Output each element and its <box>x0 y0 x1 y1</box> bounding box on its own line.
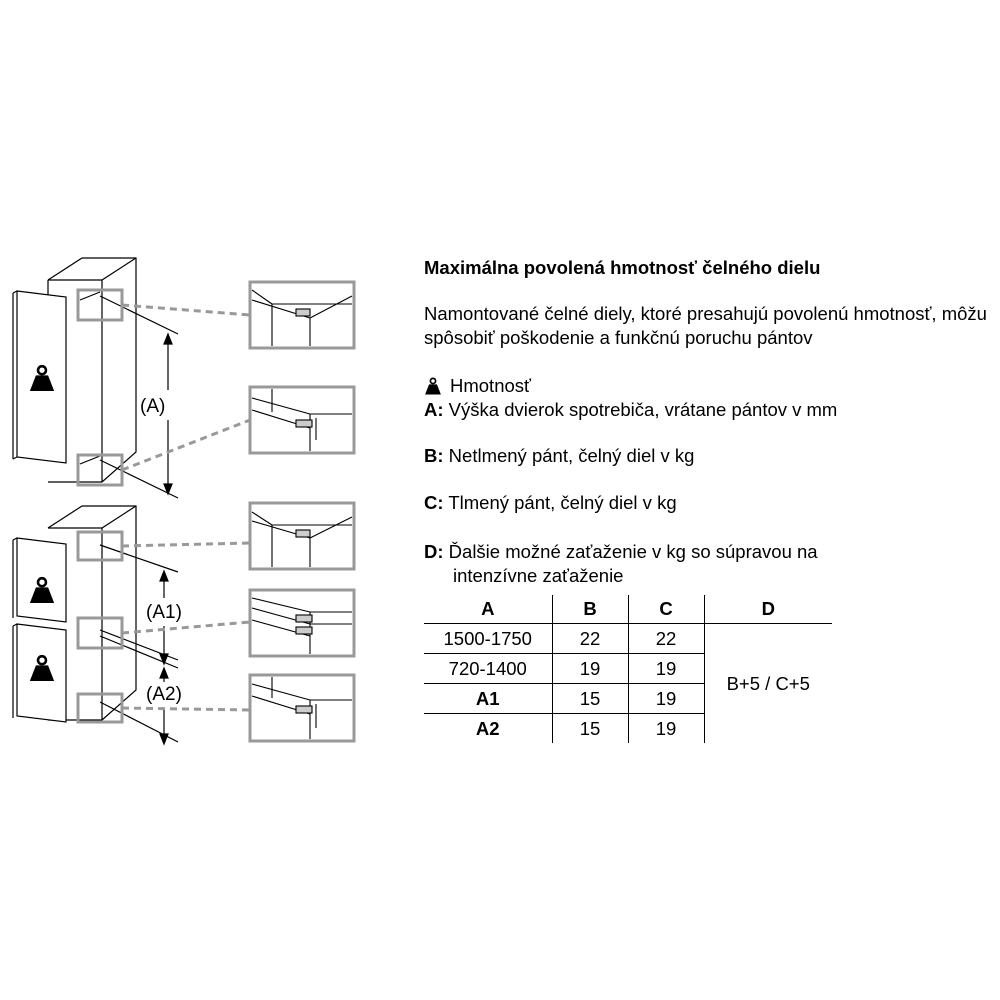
legend-c-text: Tlmený pánt, čelný diel v kg <box>443 492 677 513</box>
cell-b: 15 <box>552 684 628 714</box>
legend-c-key: C: <box>424 492 444 513</box>
hinge-detail-1 <box>252 290 352 346</box>
legend-a <box>424 398 837 422</box>
header-c: C <box>628 595 704 624</box>
legend-d <box>424 540 818 587</box>
legend-b-key: B: <box>424 445 444 466</box>
weight-table <box>424 595 832 743</box>
table-header-row <box>424 595 832 624</box>
header-b: B <box>552 595 628 624</box>
warning-paragraph: Namontované čelné diely, ktoré presahujú povolenú hmotnosť, môžu spôsobiť poškodenie a funkčnú poruchu pántov <box>424 303 987 348</box>
legend-b-text: Netlmený pánt, čelný diel v kg <box>443 445 695 466</box>
header-a: A <box>481 598 495 619</box>
cell-c: 22 <box>628 624 704 654</box>
legend-c <box>424 491 677 515</box>
hinge-detail-2 <box>252 389 352 451</box>
bottom-appliance <box>13 506 178 742</box>
header-d: D <box>704 595 832 624</box>
weight-icon <box>424 377 442 395</box>
cell-a: A1 <box>475 687 500 709</box>
dimension-a-label: (A) <box>140 396 166 417</box>
legend-weight <box>424 374 531 398</box>
cell-b: 19 <box>552 654 628 684</box>
cell-b: 15 <box>552 714 628 744</box>
legend-d-text-cont: intenzívne zaťaženie <box>453 564 624 586</box>
legend-a-key: A: <box>424 399 444 420</box>
dimension-a2-arrow <box>160 668 168 744</box>
legend-d-key: D: <box>424 541 444 562</box>
cell-a: A2 <box>475 717 500 739</box>
cell-a: 720-1400 <box>448 657 527 679</box>
cell-c: 19 <box>628 654 704 684</box>
hinge-detail-3 <box>252 512 352 567</box>
legend-weight-text: Hmotnosť <box>450 375 531 396</box>
table-row <box>424 624 832 654</box>
cell-a: 1500-1750 <box>443 627 532 649</box>
dimension-a1-label: (A1) <box>146 602 182 623</box>
legend-d-text: Ďalšie možné zaťaženie v kg so súpravou na <box>443 541 818 562</box>
cell-c: 19 <box>628 714 704 744</box>
legend-b <box>424 444 694 468</box>
top-hinge-callouts <box>78 282 354 485</box>
section-title: Maximálna povolená hmotnosť čelného dielu <box>424 257 821 278</box>
cell-c: 19 <box>628 684 704 714</box>
legend-a-text: Výška dvierok spotrebiča, vrátane pántov v mm <box>443 399 838 420</box>
hinge-detail-5 <box>252 677 352 739</box>
cell-d-merged: B+5 / C+5 <box>704 624 832 744</box>
dimension-a2-label: (A2) <box>146 684 182 705</box>
cell-b: 22 <box>552 624 628 654</box>
hinge-detail-4 <box>252 598 352 654</box>
